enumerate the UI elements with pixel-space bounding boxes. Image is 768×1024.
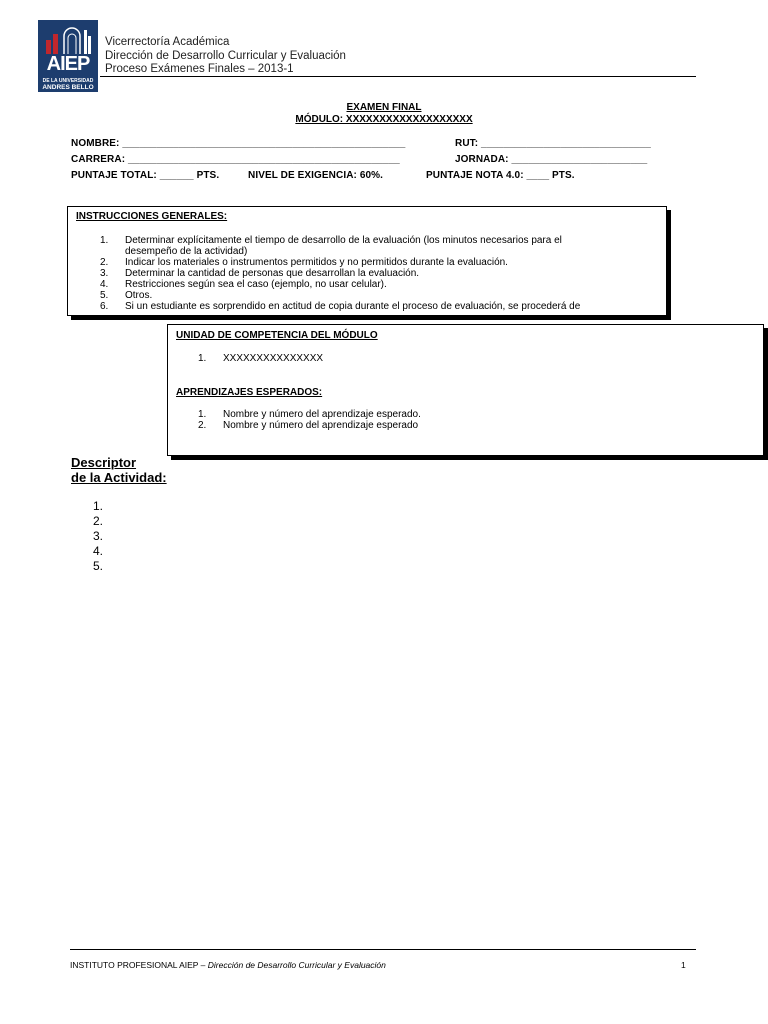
instructions-title: INSTRUCCIONES GENERALES: (76, 211, 228, 222)
competencia-list (176, 353, 756, 364)
descriptor-item: 1. (93, 499, 104, 513)
descriptor-item: 3. (93, 529, 104, 543)
footer-institution: INSTITUTO PROFESIONAL AIEP – (70, 960, 208, 970)
building-icon (44, 26, 92, 54)
header-rule (100, 76, 696, 77)
descriptor-line-1: Descriptor (71, 455, 137, 470)
aprendizajes-title: APRENDIZAJES ESPERADOS: (176, 387, 323, 398)
competencia-title: UNIDAD DE COMPETENCIA DEL MÓDULO (176, 330, 378, 341)
descriptor-item: 2. (93, 514, 104, 528)
logo-subtitle-2: ANDRES BELLO (42, 84, 94, 91)
aiep-logo (38, 20, 98, 92)
instructions-list (78, 235, 663, 312)
footer-text (70, 960, 386, 970)
header-line-3: Proceso Exámenes Finales – 2013-1 (105, 63, 294, 75)
header-line-2: Dirección de Desarrollo Curricular y Evaluación (105, 49, 346, 62)
logo-subtitle-1: DE LA UNIVERSIDAD (42, 78, 94, 84)
puntaje-nota-field: PUNTAJE NOTA 4.0: ____ PTS. (426, 170, 575, 181)
descriptor-item: 5. (93, 559, 104, 573)
footer-department: Dirección de Desarrollo Curricular y Evaluación (207, 960, 386, 970)
descriptor-heading (71, 455, 167, 485)
aprendizaje-item: 2. Nombre y número del aprendizaje esperado (198, 420, 419, 431)
exam-title: EXAMEN FINAL (346, 102, 422, 113)
descriptor-list (93, 499, 103, 574)
instruction-item: 4. Restricciones según sea el caso (ejemplo, no usar celular). (100, 279, 387, 290)
nivel-exigencia: NIVEL DE EXIGENCIA: 60%. (248, 170, 384, 181)
puntaje-total-field: PUNTAJE TOTAL: ______ PTS. (71, 170, 220, 181)
competencia-box (167, 324, 764, 456)
descriptor-item: 4. (93, 544, 104, 558)
logo-letters: AIEP (46, 53, 90, 75)
header-line-1: Vicerrectoría Académica (105, 36, 230, 48)
instruction-item: 3. Determinar la cantidad de personas que desarrollan la evaluación. (100, 268, 420, 279)
instruction-item: 5. Otros. (100, 290, 153, 301)
jornada-field: JORNADA: ________________________ (455, 154, 648, 165)
aprendizajes-list (176, 409, 756, 431)
page-number: 1 (681, 960, 686, 970)
instruction-item: 6. Si un estudiante es sorprendido en actitud de copia durante el proceso de evaluación, se procederá de (100, 301, 581, 312)
instruction-item: 1. Determinar explícitamente el tiempo de desarrollo de la evaluación (los minutos necesarios para el (100, 235, 562, 246)
instruction-item: 2. Indicar los materiales o instrumentos permitidos y no permitidos durante la evaluación. (100, 257, 508, 268)
carrera-field: CARRERA: ________________________________________________ (71, 154, 400, 165)
instruction-item: desempeño de la actividad) (125, 246, 248, 257)
footer-rule (70, 949, 696, 950)
rut-field: RUT: ______________________________ (455, 138, 651, 149)
nombre-field: NOMBRE: __________________________________________________ (71, 138, 406, 149)
header-text (105, 36, 346, 77)
aprendizaje-item: 1. Nombre y número del aprendizaje esperado. (198, 409, 421, 420)
exam-module: MÓDULO: XXXXXXXXXXXXXXXXXXX (295, 114, 473, 125)
instructions-box (67, 206, 667, 316)
descriptor-line-2: de la Actividad: (71, 470, 167, 485)
competencia-item: 1. XXXXXXXXXXXXXXX (198, 353, 324, 364)
